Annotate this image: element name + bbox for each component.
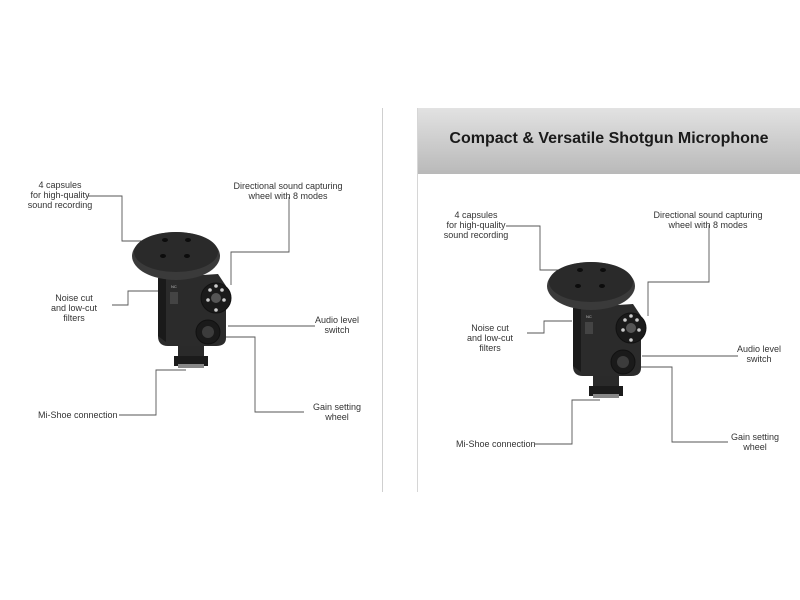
label-directional-wheel: Directional sound capturing wheel with 8 modes <box>653 210 763 230</box>
banner-title: Compact & Versatile Shotgun Microphone <box>449 130 769 147</box>
label-noise-cut: Noise cut and low-cut filters <box>50 293 98 323</box>
label-audio-level: Audio level switch <box>314 315 360 335</box>
svg-text:NC: NC <box>171 284 177 289</box>
label-audio-level: Audio level switch <box>736 344 782 364</box>
label-gain-wheel: Gain setting wheel <box>312 402 362 422</box>
label-gain-wheel: Gain setting wheel <box>730 432 780 452</box>
label-directional-wheel: Directional sound capturing wheel with 8 modes <box>233 181 343 201</box>
label-capsules: 4 capsules for high-quality sound recording <box>27 180 93 210</box>
label-mi-shoe: Mi-Shoe connection <box>456 439 536 449</box>
microphone-illustration <box>545 256 655 406</box>
label-noise-cut: Noise cut and low-cut filters <box>466 323 514 353</box>
svg-text:NC: NC <box>586 314 592 319</box>
diagram-panel-right <box>400 0 800 600</box>
microphone-illustration <box>130 226 240 376</box>
label-capsules: 4 capsules for high-quality sound recording <box>443 210 509 240</box>
label-mi-shoe: Mi-Shoe connection <box>38 410 118 420</box>
